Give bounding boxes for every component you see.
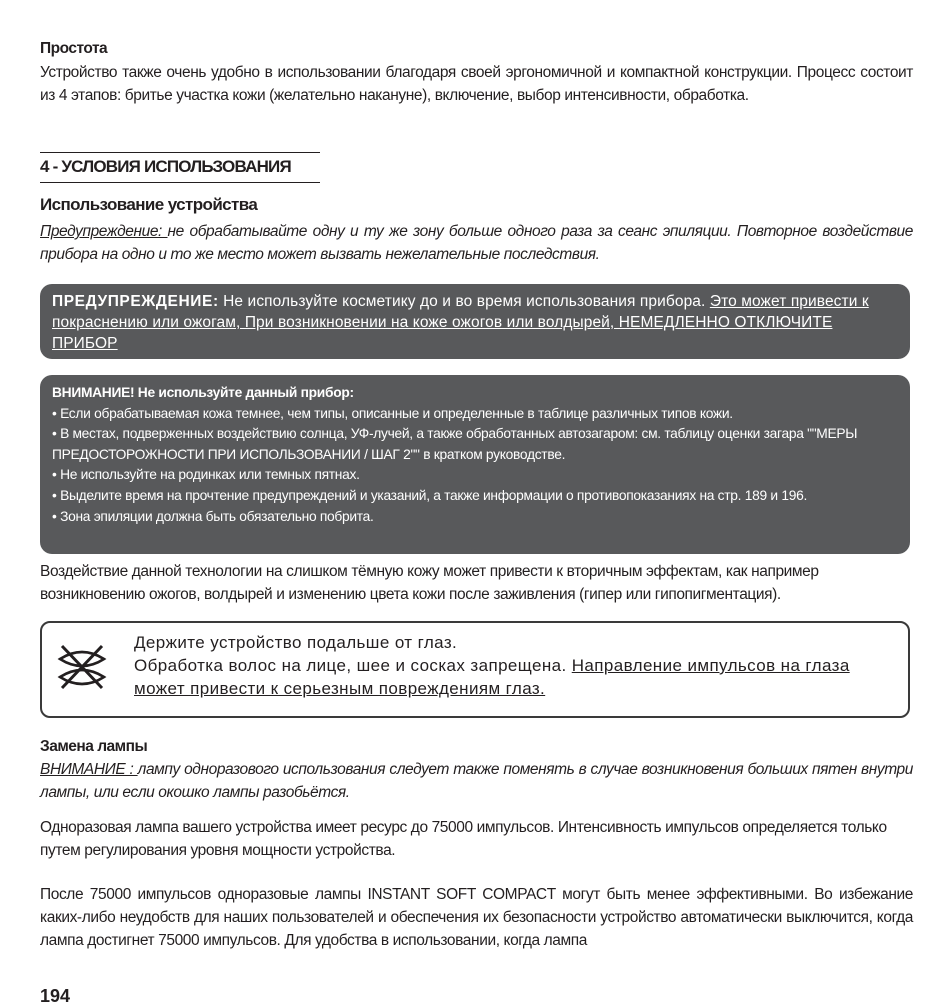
lamp-warning-label: ВНИМАНИЕ :	[40, 761, 138, 778]
lamp-heading: Замена лампы	[40, 738, 148, 755]
warning-box-label: ПРЕДУПРЕЖДЕНИЕ:	[52, 293, 219, 310]
usage-heading: Использование устройства	[40, 195, 258, 214]
attention-item: • В местах, подверженных воздействию солнца, УФ-лучей, а также обработанных автозагаром: см. таблицу оценки загара ""МЕРЫ ПРЕДОСТОРОЖНОСТИ ПРИ ИСПОЛЬЗОВАНИИ / ШАГ 2"" в кратком руководстве.	[52, 426, 858, 462]
usage-warning-text: не обрабатывайте одну и ту же зону больше одного раза за сеанс эпиляции. Повторное воздействие прибора на одно и то же место может вызвать нежелательные последствия.	[40, 223, 913, 263]
lamp-warning-paragraph	[40, 758, 913, 804]
page-number: 194	[40, 986, 71, 1006]
attention-box	[40, 375, 910, 554]
warning-box	[40, 284, 910, 359]
usage-warning-label: Предупреждение:	[40, 223, 168, 240]
attention-item: • Если обрабатываемая кожа темнее, чем типы, описанные и определенные в таблице различных типов кожи.	[52, 405, 733, 421]
simplicity-paragraph: Устройство также очень удобно в использовании благодаря своей эргономичной и компактной конструкции. Процесс состоит из 4 этапов: бритье участка кожи (желательно накануне), включение, выбор интенсивности, обработка.	[40, 64, 913, 104]
usage-warning-paragraph	[40, 220, 913, 266]
section-heading: 4 - УСЛОВИЯ ИСПОЛЬЗОВАНИЯ	[40, 152, 320, 183]
tech-paragraph: Воздействие данной технологии на слишком тёмную кожу может привести к вторичным эффектам, как например возникновению ожогов, волдырей и изменению цвета кожи после заживления (гипер или гипопигментация).	[40, 563, 819, 603]
eye-safety-text	[134, 631, 904, 700]
simplicity-heading: Простота	[40, 40, 108, 57]
warning-box-underlined: Это может привести к покраснению или ожогам, При возникновении на коже ожогов или волдырей, НЕМЕДЛЕННО ОТКЛЮЧИТЕ ПРИБОР	[52, 293, 869, 352]
lamp-paragraph-1: Одноразовая лампа вашего устройства имеет ресурс до 75000 импульсов. Интенсивность импульсов определяется только путем регулирования уровня мощности устройства.	[40, 819, 887, 859]
eye-safety-line1: Держите устройство подальше от глаз.	[134, 633, 458, 652]
lamp-paragraph-2: После 75000 импульсов одноразовые лампы INSTANT SOFT COMPACT могут быть менее эффективными. Во избежание каких-либо неудобств для наших пользователей и обеспечения их безопасности устройство автоматически выключится, когда лампа достигнет 75000 импульсов. Для удобства в использовании, когда лампа	[40, 886, 913, 949]
eye-safety-line2: Обработка волос на лице, шее и сосках запрещена. Направление импульсов на глаза может привести к серьезным повреждениям глаз.	[134, 656, 850, 698]
attention-item: • Выделите время на прочтение предупреждений и указаний, а также информации о противопоказаниях на стр. 189 и 196.	[52, 487, 807, 503]
lamp-warning-text: лампу одноразового использования следует также поменять в случае возникновения больших пятен внутри лампы, или если окошко лампы разобьётся.	[40, 761, 914, 801]
no-eyes-icon	[56, 643, 108, 691]
eye-safety-box	[40, 621, 910, 718]
attention-item: • Не используйте на родинках или темных пятнах.	[52, 467, 360, 483]
eye-safety-underlined: Направление импульсов на глаза может привести к серьезным повреждениям глаз.	[134, 656, 850, 698]
attention-box-label: ВНИМАНИЕ! Не используйте данный прибор:	[52, 385, 354, 400]
attention-item: • Зона эпиляции должна быть обязательно побрита.	[52, 508, 374, 524]
warning-box-text: Не используйте косметику до и во время использования прибора.	[218, 293, 710, 310]
